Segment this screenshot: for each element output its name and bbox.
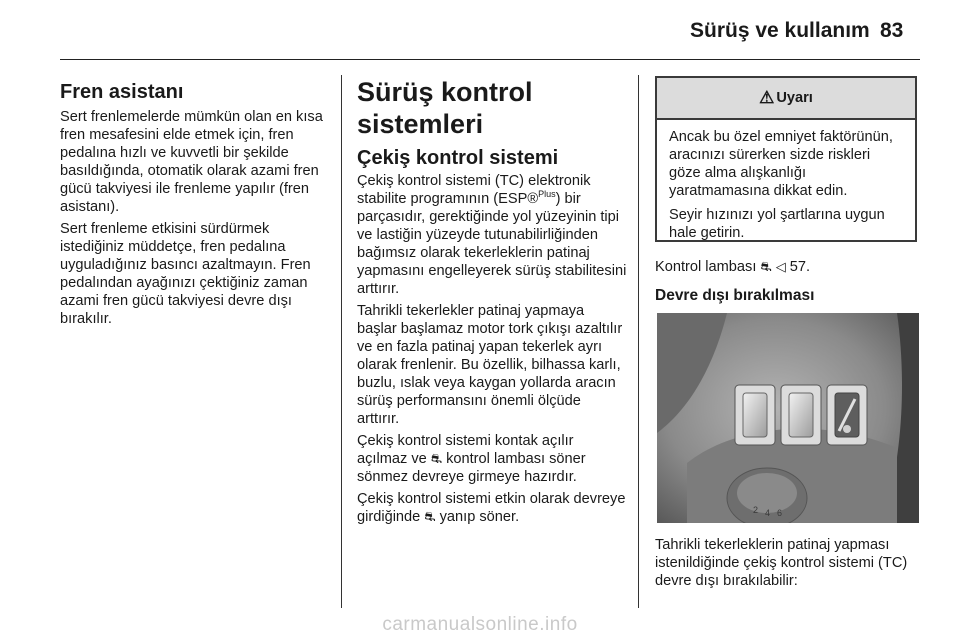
page-reference-arrow-icon: ◁ [775, 259, 786, 274]
column-brake-assist [60, 80, 335, 332]
warning-title: Uyarı [776, 90, 813, 106]
warning-paragraph-2: Seyir hızınızı yol şartlarına uygun hale getirin. [669, 207, 885, 241]
traction-paragraph-4 [357, 490, 627, 526]
gear-label: 6 [777, 508, 783, 518]
tc-symbol-icon: ⛐ [430, 451, 443, 466]
traction-p4-text-b: yanıp söner. [435, 509, 520, 525]
warning-header [657, 78, 915, 120]
footer-watermark: carmanualsonline.info [382, 614, 578, 635]
warning-body [657, 120, 915, 242]
traction-p1-text-a: Çekiş kontrol sistemi (TC) elektronik stabilite programının (ESP® [357, 173, 591, 207]
traction-paragraph-2: Tahrikli tekerlekler patinaj yapmaya başlar başlamaz motor tork çıkışı azaltılır ve en fazla patinaj yapan tekerlek ayrı olarak frenlenir. Bu özellik, bilhassa karlı, buzlu, ıslak veya kaygan yollarda aracın sürüş performansını önemli ölçüde arttırır. [357, 303, 623, 427]
tc-car-symbol [843, 425, 851, 433]
traction-p1-text-b: ) bir parçasıdır, gerektiğinde yol yüzeyinin tipi ve lastiğin yüzeyde tutunabilirliğinden bağımsız olarak tekerleklerin patinaj yapmasını engelleyerek sürüş stabilitesini arttırır. [357, 191, 627, 297]
traction-paragraph-3 [357, 432, 627, 486]
warning-box [655, 76, 917, 242]
tc-symbol-icon: ⛐ [424, 509, 436, 524]
esp-plus-superscript: Plus [538, 189, 556, 200]
header-divider [60, 59, 920, 60]
traction-paragraph-1 [357, 172, 627, 298]
column-driving-control [357, 76, 627, 530]
page-number: 83 [880, 19, 904, 42]
gear-knob-top [737, 473, 797, 513]
tc-switch-photo [657, 313, 919, 523]
warning-triangle-icon: ⚠ [759, 88, 775, 107]
switch-button-2 [789, 393, 813, 437]
deactivation-heading: Devre dışı bırakılması [655, 287, 815, 304]
traction-p3-text-b: kontrol lambası söner sönmez devreye girmeye hazırdır. [357, 451, 586, 485]
section-title: Sürüş kontrol sistemleri [357, 77, 533, 139]
traction-p3-text-a: Çekiş kontrol sistemi kontak açılır açılmaz ve [357, 433, 574, 467]
column-divider-right [638, 75, 639, 608]
brake-assist-paragraph-1: Sert frenlemelerde mümkün olan en kısa fren mesafesini elde etmek için, fren pedalına hızlı ve kuvvetli bir şekilde basıldığında, otomatik olarak azami fren gücü takviyesi ile frenleme yapılır (fren asistanı). [60, 109, 323, 215]
gear-label: 4 [765, 508, 771, 518]
control-lamp-text: Kontrol lambası [655, 259, 761, 275]
traction-p4-text-a: Çekiş kontrol sistemi etkin olarak devreye girdiğinde [357, 491, 626, 525]
tc-symbol-icon: ⛐ [760, 259, 772, 274]
control-lamp-page-ref: 57. [785, 259, 811, 275]
control-lamp-reference [655, 258, 920, 276]
traction-control-heading: Çekiş kontrol sistemi [357, 147, 559, 169]
switch-button-1 [743, 393, 767, 437]
brake-assist-paragraph-2: Sert frenleme etkisini sürdürmek istediğiniz müddetçe, fren pedalına uyguladığınız basıncı azaltmayın. Fren pedalından ayağınızı çektiğiniz zaman azami fren gücü takviyesi devre dışı bırakılır. [60, 221, 311, 327]
column-divider-left [341, 75, 342, 608]
warning-paragraph-1: Ancak bu özel emniyet faktörünün, aracınızı sürerken sizde riskleri göze alma alışkanlığı yaratmamasına dikkat edin. [669, 129, 893, 199]
photo-caption: Tahrikli tekerleklerin patinaj yapması istenildiğinde çekiş kontrol sistemi (TC) devre dışı bırakılabilir: [655, 537, 908, 589]
page-header-title: Sürüş ve kullanım [690, 19, 870, 42]
brake-assist-heading: Fren asistanı [60, 81, 184, 103]
gear-label: 2 [753, 505, 759, 515]
